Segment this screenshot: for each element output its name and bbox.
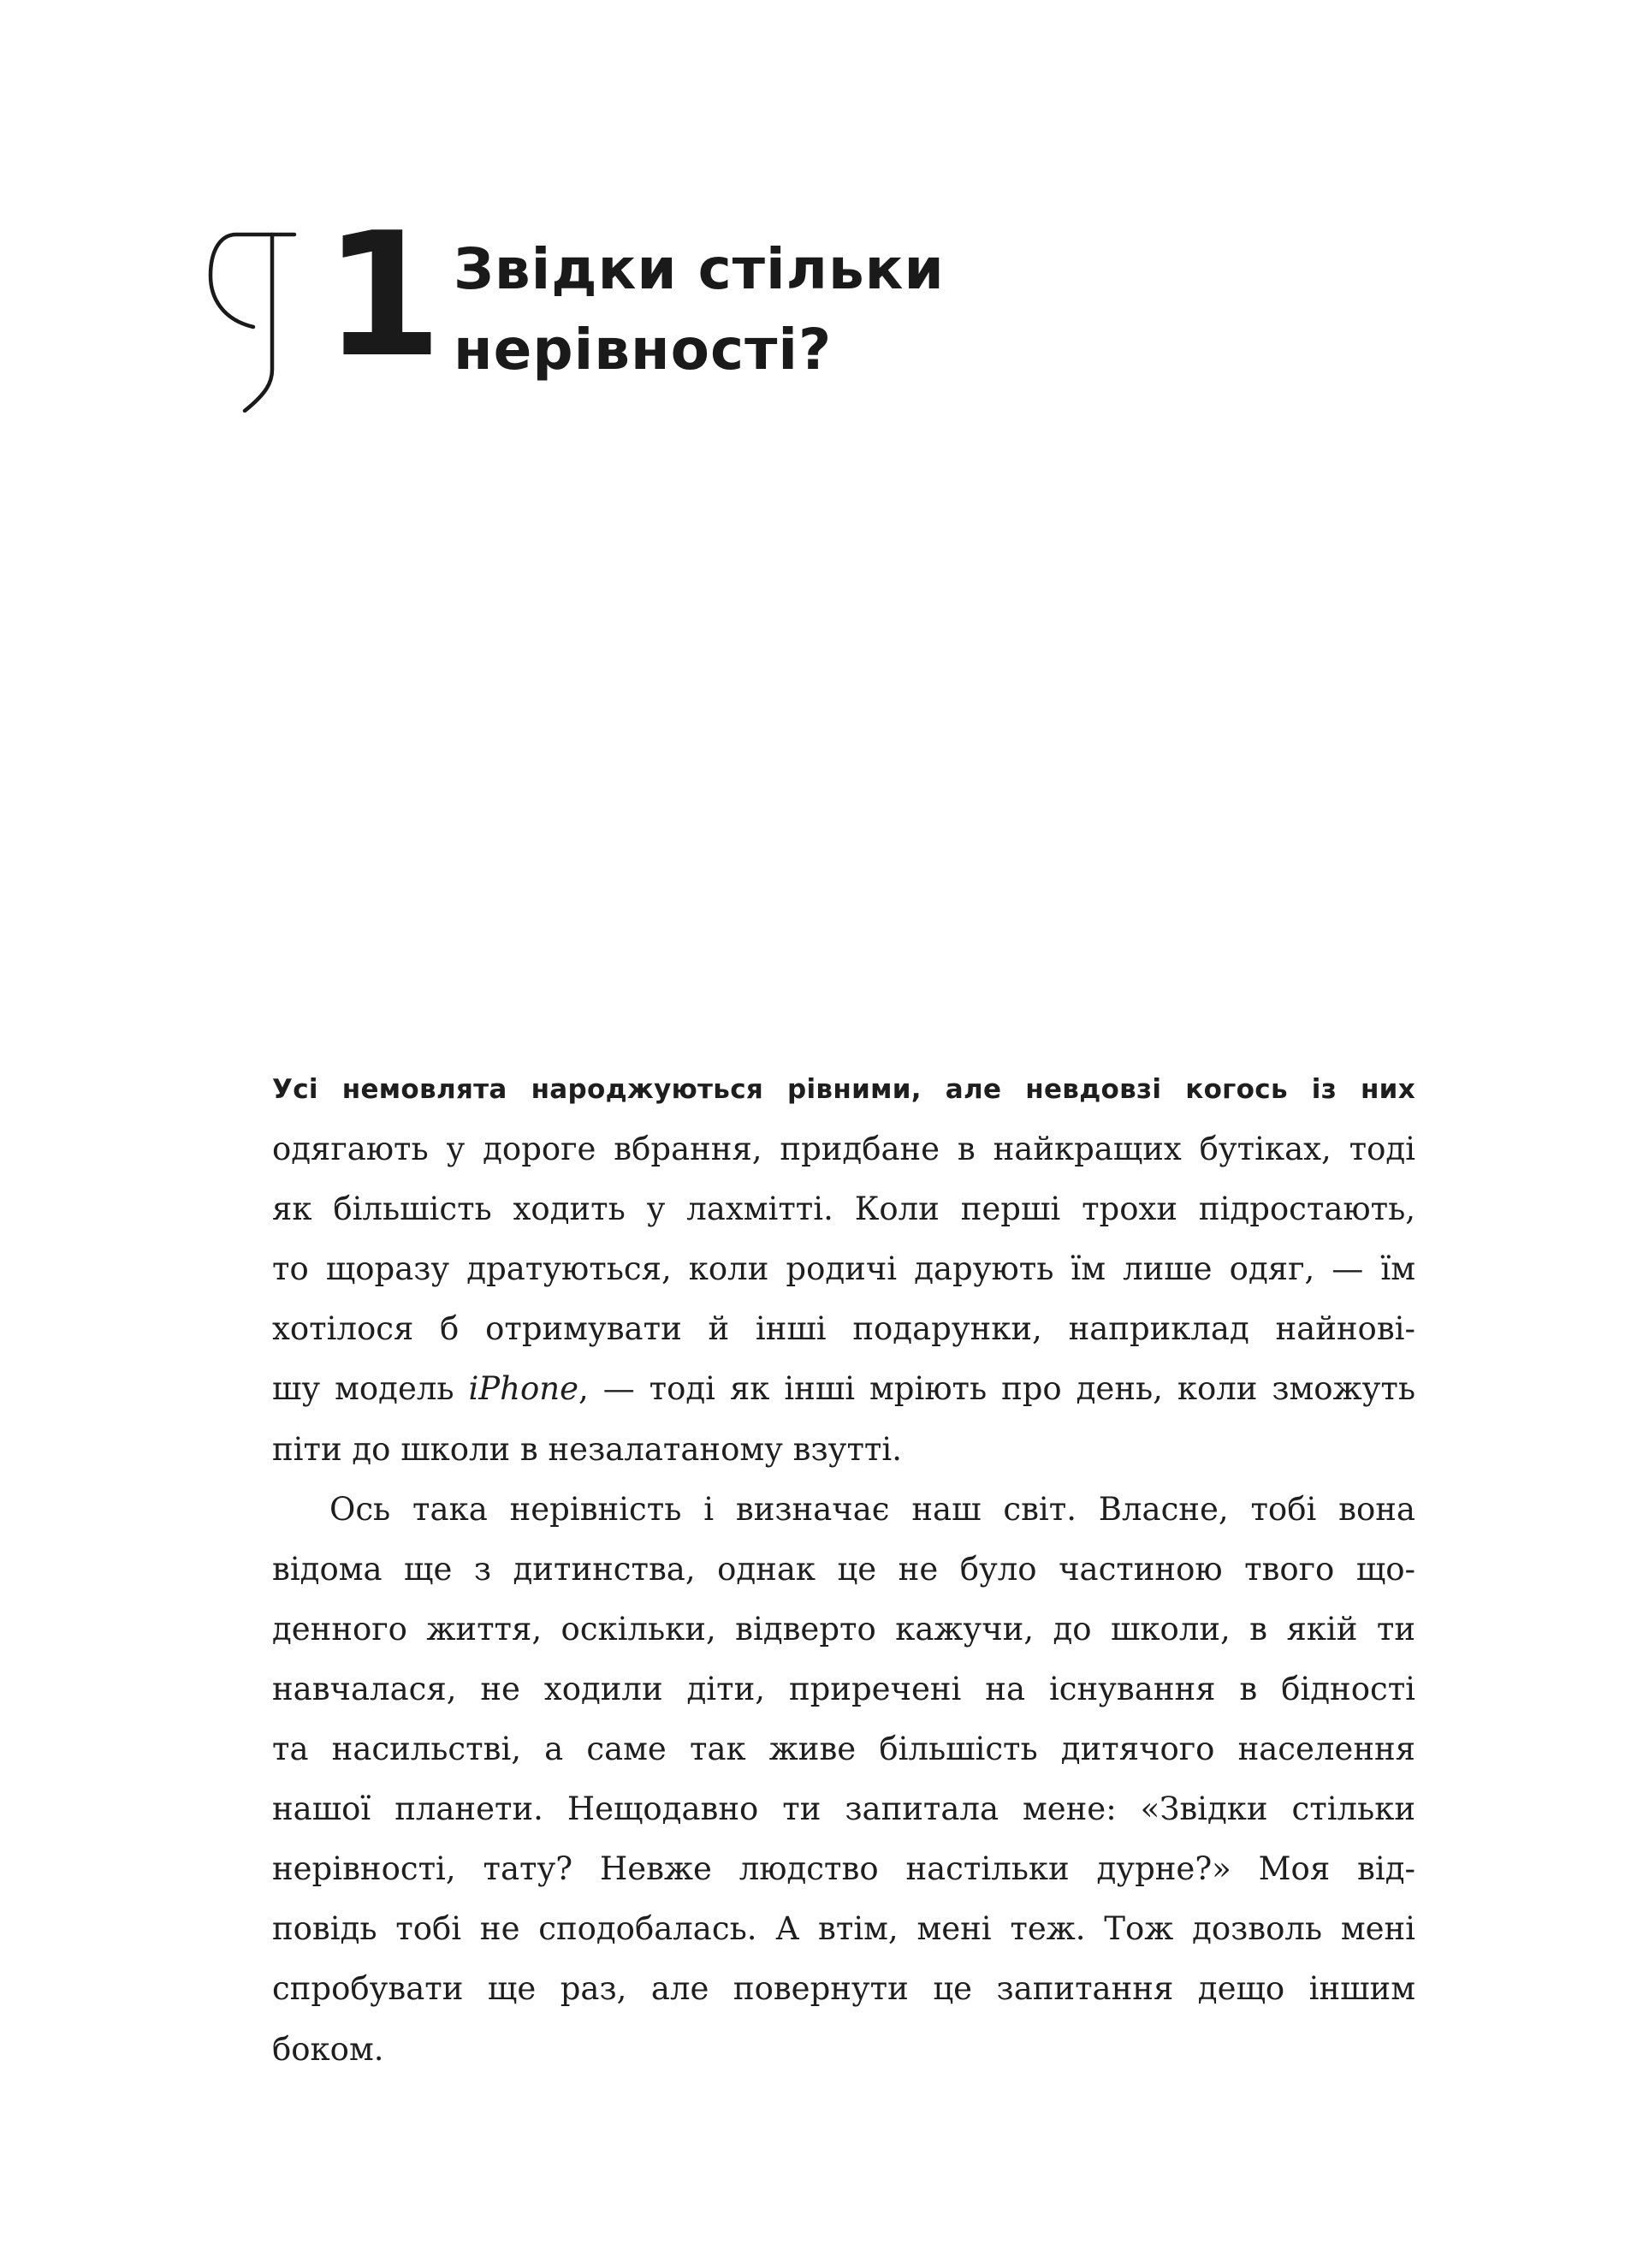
text-line: як більшість ходить у лахмітті. Коли перші трохи підростають, (272, 1190, 1415, 1228)
paragraph-1 (272, 1060, 1415, 1480)
text-line: нашої планети. Нещодавно ти запитала мене: «Звідки стільки (272, 1790, 1415, 1828)
section-mark-icon (202, 224, 305, 413)
text-line: піти до школи в незалатаному взутті. (272, 1430, 902, 1468)
text-line (272, 1359, 1415, 1419)
chapter-title (454, 229, 945, 390)
text-line: боком. (272, 2030, 384, 2068)
text-fragment: , — тоді як інші мріють про день, коли зможуть (578, 1370, 1415, 1408)
text-line: відома ще з дитинства, однак це не було частиною твого що- (272, 1550, 1415, 1588)
text-line: нерівності, тату? Невже людство настільки дурне?» Моя від- (272, 1850, 1415, 1888)
chapter-title-line-1: Звідки стільки (454, 236, 945, 302)
text-line: хотілося б отримувати й інші подарунки, наприклад найнові- (272, 1310, 1415, 1348)
lead-in-line: Усі немовлята народжуються рівними, але невдовзі когось із них (272, 1074, 1415, 1105)
body-text (272, 1060, 1415, 2080)
text-line: одягають у дороге вбрання, придбане в найкращих бутіках, тоді (272, 1131, 1415, 1168)
text-line: спробувати ще раз, але повернути це запитання дещо іншим (272, 1970, 1415, 2008)
text-line: повідь тобі не сподобалась. А втім, мені теж. Тож дозволь мені (272, 1910, 1415, 1948)
text-line: денного життя, оскільки, відверто кажучи, до школи, в якій ти (272, 1610, 1415, 1648)
italic-term: iPhone (468, 1370, 578, 1408)
paragraph-2 (272, 1480, 1415, 2080)
text-line: Ось така нерівність і визначає наш світ. Власне, тобі вона (329, 1490, 1415, 1528)
chapter-title-line-2: нерівності? (454, 317, 833, 383)
text-line: то щоразу дратуються, коли родичі дарують їм лише одяг, — їм (272, 1250, 1415, 1288)
text-line: та насильстві, а саме так живе більшість дитячого населення (272, 1731, 1415, 1768)
chapter-number: 1 (323, 196, 440, 395)
text-line: навчалася, не ходили діти, приречені на існування в бідності (272, 1670, 1415, 1707)
text-fragment: шу модель (272, 1370, 469, 1408)
